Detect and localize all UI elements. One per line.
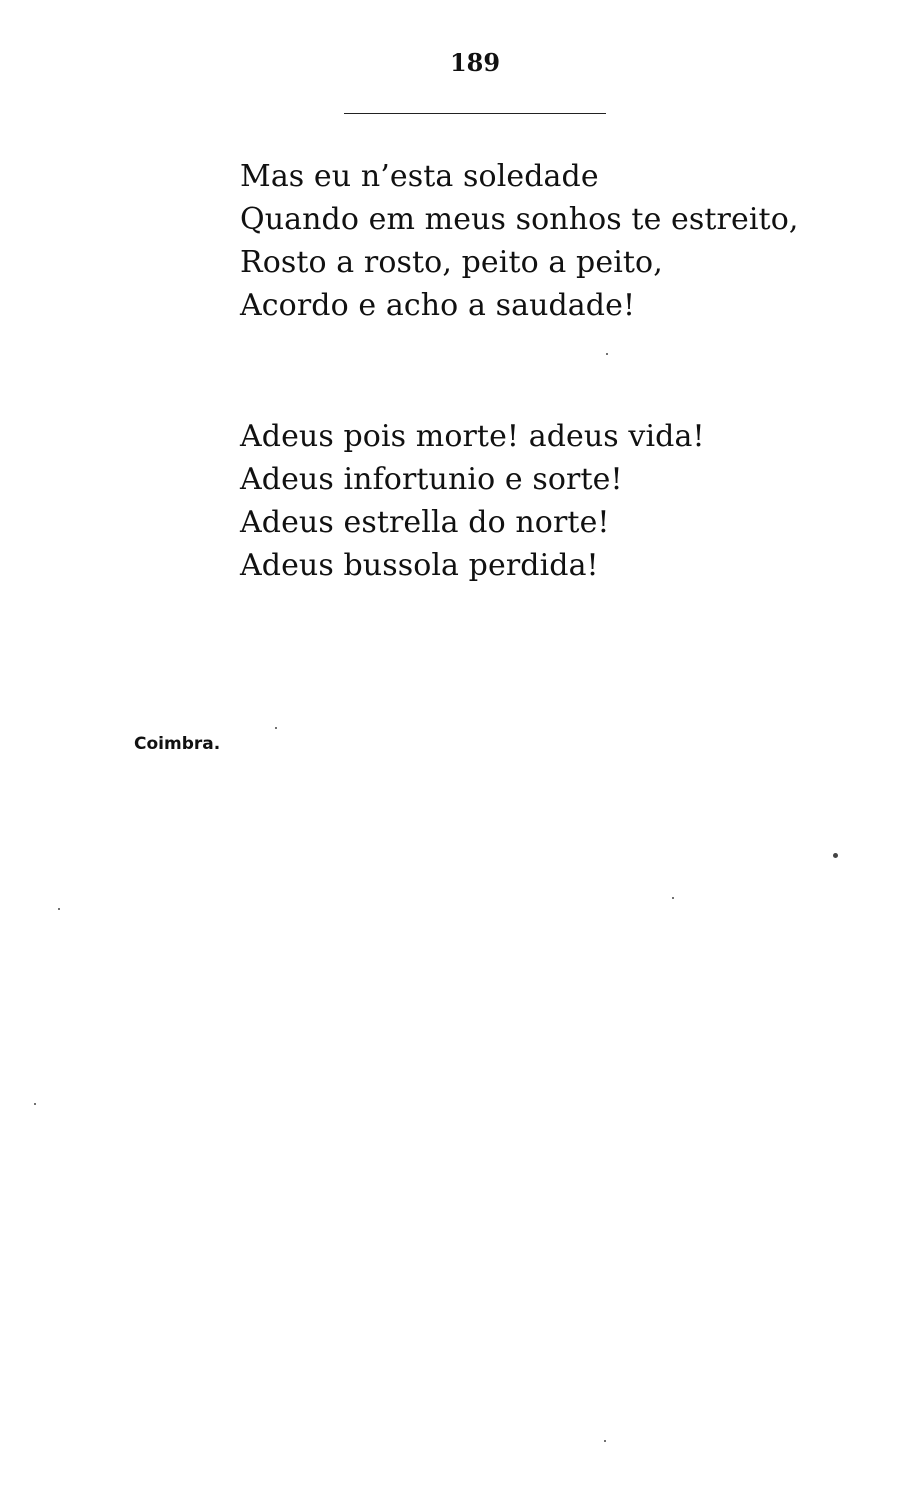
place-signature: Coimbra. (134, 734, 221, 754)
stanza-1 (240, 155, 799, 327)
scan-speck (672, 897, 674, 899)
header-rule (344, 113, 606, 114)
stanza-2 (240, 415, 705, 587)
scan-speck (275, 727, 277, 729)
scan-speck (833, 853, 838, 858)
verse-line: Adeus pois morte! adeus vida! (240, 419, 705, 454)
page-number: 189 (449, 48, 501, 77)
verse-line: Quando em meus sonhos te estreito, (240, 202, 799, 237)
verse-line: Mas eu n’esta soledade (240, 159, 599, 194)
verse-line: Rosto a rosto, peito a peito, (240, 245, 663, 280)
verse-line: Acordo e acho a saudade! (240, 288, 636, 323)
verse-line: Adeus estrella do norte! (240, 505, 610, 540)
verse-line: Adeus bussola perdida! (240, 548, 599, 583)
scan-speck (34, 1103, 36, 1105)
scan-speck (606, 353, 608, 355)
scan-speck (58, 908, 60, 910)
verse-line: Adeus infortunio e sorte! (240, 462, 623, 497)
scan-speck (604, 1440, 606, 1442)
